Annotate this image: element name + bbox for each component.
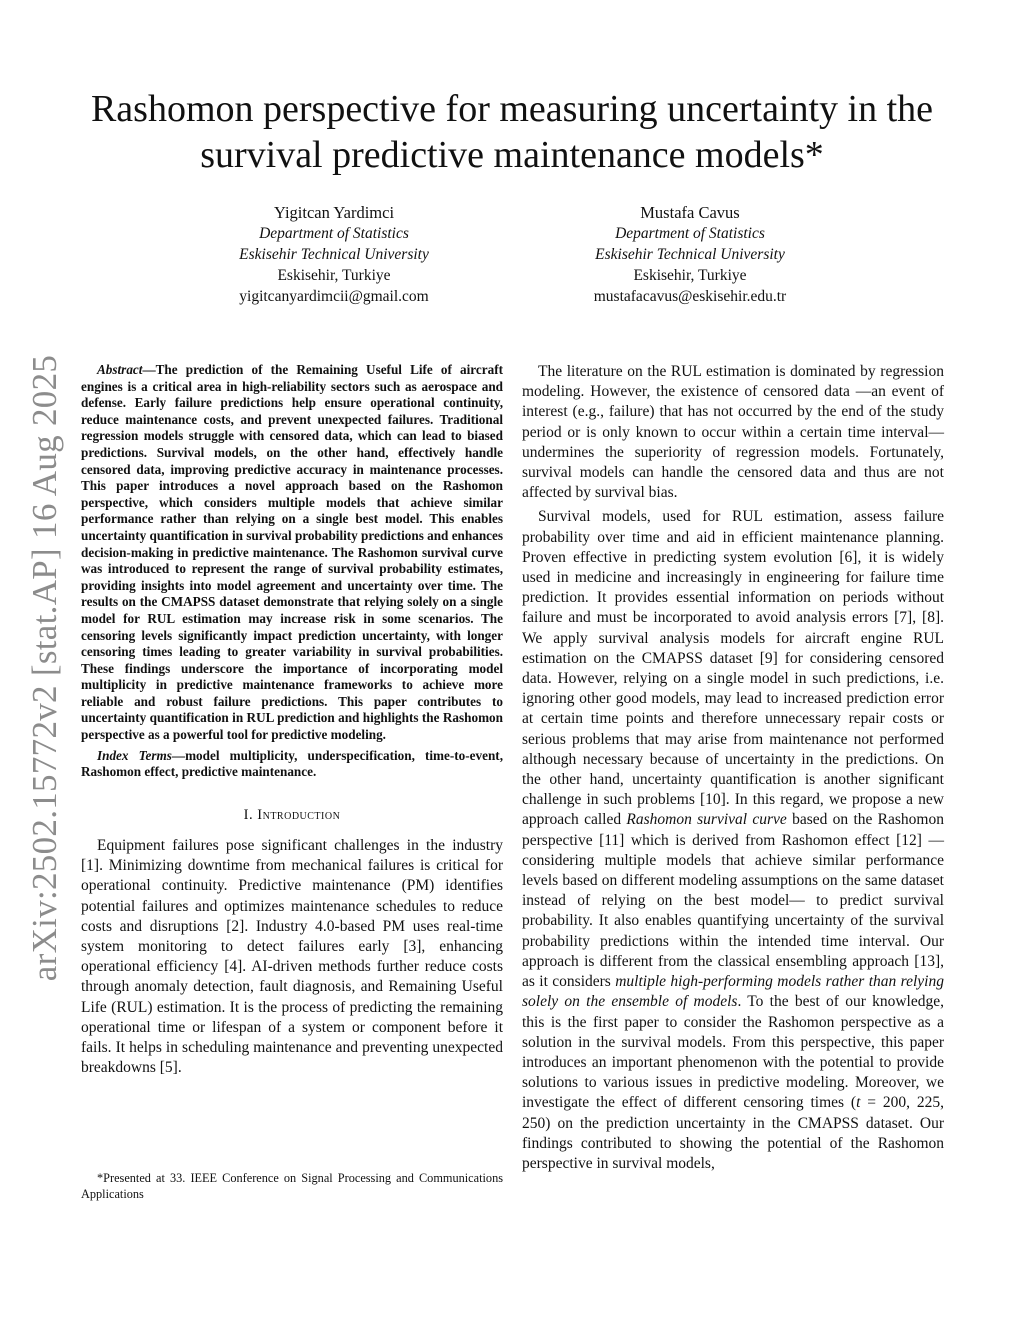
footnote: *Presented at 33. IEEE Conference on Signal Processing and Communications Applications <box>81 1171 503 1201</box>
section-heading-introduction <box>81 805 503 825</box>
author-email: mustafacavus@eskisehir.edu.tr <box>593 288 787 305</box>
author-email: yigitcanyardimcii@gmail.com <box>239 288 429 305</box>
author-name: Mustafa Cavus <box>640 203 740 222</box>
index-terms <box>81 748 503 781</box>
left-column <box>81 362 503 1078</box>
author-block-1 <box>194 202 474 307</box>
index-terms-lead: Index Terms <box>97 747 172 763</box>
author-location: Eskisehir, Turkiye <box>277 267 391 284</box>
right-paragraph-2 <box>522 507 944 1174</box>
paper-title: Rashomon perspective for measuring uncertainty in the survival predictive maintenance models* <box>90 88 934 176</box>
abstract <box>81 362 503 744</box>
author-department: Department of Statistics <box>259 225 409 242</box>
right-column <box>522 362 944 1174</box>
text-run: Survival models, used for RUL estimation, assess failure probability over time and aid in efficient maintenance planning. Proven effective in predicting system evolution [6], it is widely used in medicine and increasingly in engineering for failure time prediction. It provides essential information on periods without failure and must be incorporated to avoid analysis errors [7], [8]. We apply survival analysis models for aircraft engine RUL estimation on the CMAPSS dataset [9] for considering censored data. However, relying on a single model in such predictions, i.e. ignoring other good models, may lead to increased prediction error at certain time points and therefore unnecessary repair costs or serious problems that may arise from maintenance not performed although necessary because of uncertainty in the predictions. On the other hand, uncertainty quantification is another significant challenge in such problems [10]. In this regard, we propose a new approach called <box>522 508 944 829</box>
author-name: Yigitcan Yardimci <box>273 203 395 222</box>
arxiv-identifier: arXiv:2502.15772v2 [stat.AP] 16 Aug 2025 <box>25 354 65 982</box>
section-title: Introduction <box>257 806 341 823</box>
abstract-text: —The prediction of the Remaining Useful Life of aircraft engines is a critical area in high-reliability sectors such as aerospace and defense. Early failure predictions help ensure operational continuity, reduce maintenance costs, and prevent unexpected failures. Traditional regression models struggle with censored data, which can lead to biased predictions. Survival models, on the other hand, effectively handle censored data, improving predictive accuracy in maintenance processes. This paper introduces a novel approach based on the Rashomon perspective, which considers multiple models that achieve similar performance rather than relying on a single best model. This enables uncertainty quantification in survival probability predictions and enhances decision-making in predictive maintenance. The Rashomon survival curve was introduced to represent the range of survival probability estimates, providing insights into model agreement and uncertainty over time. The results on the CMAPSS dataset demonstrate that relying solely on a single model for RUL estimation may increase risk in some scenarios. The censoring levels significantly impact prediction uncertainty, with longer censoring times leading to greater variability in survival probabilities. These findings underscore the importance of incorporating model multiplicity in predictive maintenance frameworks to achieve more reliable and robust failure predictions. This paper contributes to uncertainty quantification in RUL prediction and highlights the Rashomon perspective as a powerful tool for predictive modeling. <box>81 362 503 743</box>
right-paragraph-1: The literature on the RUL estimation is dominated by regression modeling. However, the existence of censored data —an event of interest (e.g., failure) that has not occurred by the end of the study period or is only known to occur within a certain time interval— undermines the superiority of regression models. Fortunately, survival models can handle the censored data and thus are not affected by survival bias. <box>522 363 944 502</box>
index-terms-text: —model multiplicity, underspecification, time-to-event, Rashomon effect, predictive maintenance. <box>81 747 503 780</box>
math-variable-t: t <box>856 1094 861 1112</box>
author-block-2 <box>550 202 830 307</box>
author-location: Eskisehir, Turkiye <box>633 267 747 284</box>
emphasis-rashomon-survival-curve: Rashomon survival curve <box>626 811 787 829</box>
intro-paragraph: Equipment failures pose significant challenges in the industry [1]. Minimizing downtime from mechanical failures is critical for operational continuity. Predictive maintenance (PM) identifies potential failures and optimizes maintenance schedules to reduce costs and disruptions [2]. Industry 4.0-based PM uses real-time system monitoring to detect failures early [3], enhancing operational efficiency [4]. AI-driven methods further reduce costs through anomaly detection, fault diagnosis, and Remaining Useful Life (RUL) estimation. It is the process of predicting the remaining operational time or lifespan of a system or component before it fails. It helps in scheduling maintenance and preventing unexpected breakdowns [5]. <box>81 837 503 1077</box>
section-number: I. <box>243 806 254 823</box>
author-university: Eskisehir Technical University <box>595 246 785 263</box>
abstract-lead: Abstract <box>97 362 143 377</box>
text-run: = 200, 225, 250) on the prediction uncertainty in the CMAPSS dataset. Our findings contributed to showing the potential of the Rashomon perspective in survival models, <box>522 1094 945 1172</box>
arxiv-stamp <box>22 354 68 982</box>
text-run: based on the Rashomon perspective [11] which is derived from Rashomon effect [12] —considering multiple models that achieve similar performance levels based on different modeling assumptions on the same dataset instead of relying on the best model— to predict survival probability. It also enables quantifying uncertainty of the survival probability predictions within the intended time interval. Our approach is different from the classical ensembling approach [13], as it considers <box>522 811 944 991</box>
author-university: Eskisehir Technical University <box>239 246 429 263</box>
author-department: Department of Statistics <box>615 225 765 242</box>
emphasis-multiple-models: multiple high-performing models rather than relying solely on the ensemble of models <box>522 973 944 1011</box>
text-run: . To the best of our knowledge, this is the first paper to consider the Rashomon perspective as a solution in the survival models. From this perspective, this paper introduces an important phenomenon with the potential to provide solutions to various issues in predictive modeling. Moreover, we investigate the effect of different censoring times ( <box>522 993 945 1112</box>
